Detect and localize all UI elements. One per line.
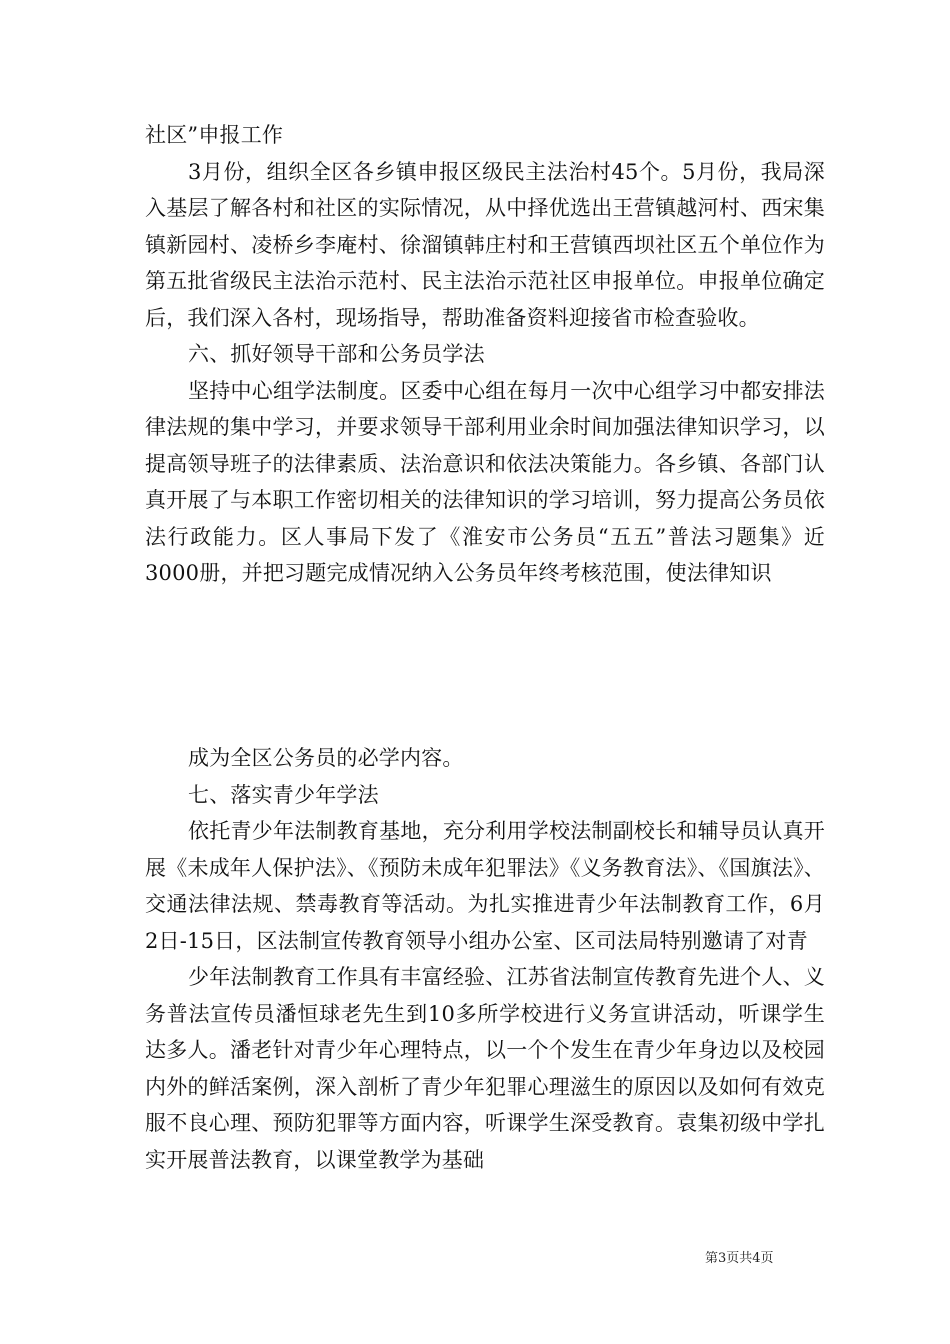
text-block-upper (145, 117, 825, 592)
text-block-lower (145, 740, 825, 1178)
paragraph-cadre-study: 坚持中心组学法制度。区委中心组在每月一次中心组学习中都安排法律法规的集中学习，并要求领导干部利用业余时间加强法律知识学习，以提高领导班子的法律素质、法治意识和依法决策能力。各乡镇、各部门认真开展了与本职工作密切相关的法律知识的学习培训，努力提高公务员依法行政能力。区人事局下发了《淮安市公务员“五五”普法习题集》近3000册，并把习题完成情况纳入公务员年终考核范围，使法律知识 (145, 378, 825, 585)
section-heading-six: 六、抓好领导干部和公务员学法 (188, 342, 485, 366)
page-number-footer: 第3页共4页 (705, 1251, 774, 1266)
paragraph-continuation: 成为全区公务员的必学内容。 (188, 746, 464, 770)
paragraph-youth-education: 依托青少年法制教育基地，充分利用学校法制副校长和辅导员认真开展《未成年人保护法》、《预防未成年犯罪法》《义务教育法》、《国旗法》、交通法律法规、禁毒教育等活动。为扎实推进青少年法制教育工作，6月2日-15日，区法制宣传教育领导小组办公室、区司法局特别邀请了对青 (145, 819, 825, 953)
section-heading-seven: 七、落实青少年学法 (188, 782, 379, 807)
paragraph-heading-continuation: 社区”申报工作 (145, 123, 284, 147)
paragraph-lecture-activity: 少年法制教育工作具有丰富经验、江苏省法制宣传教育先进个人、义务普法宣传员潘恒球老先生到10多所学校进行义务宣讲活动，听课学生达多人。潘老针对青少年心理特点，以一个个发生在青少年身边以及校园内外的鲜活案例，深入剖析了青少年犯罪心理滋生的原因以及如何有效克服不良心理、预防犯罪等方面内容，听课学生深受教育。袁集初级中学扎实开展普法教育，以课堂教学为基础 (145, 965, 825, 1172)
paragraph-village-application: 3月份，组织全区各乡镇申报区级民主法治村45个。5月份，我局深入基层了解各村和社区的实际情况，从中择优选出王营镇越河村、西宋集镇新园村、凌桥乡李庵村、徐溜镇韩庄村和王营镇西坝社区五个单位作为第五批省级民主法治示范村、民主法治示范社区申报单位。申报单位确定后，我们深入各村，现场指导，帮助准备资料迎接省市检查验收。 (145, 159, 825, 330)
